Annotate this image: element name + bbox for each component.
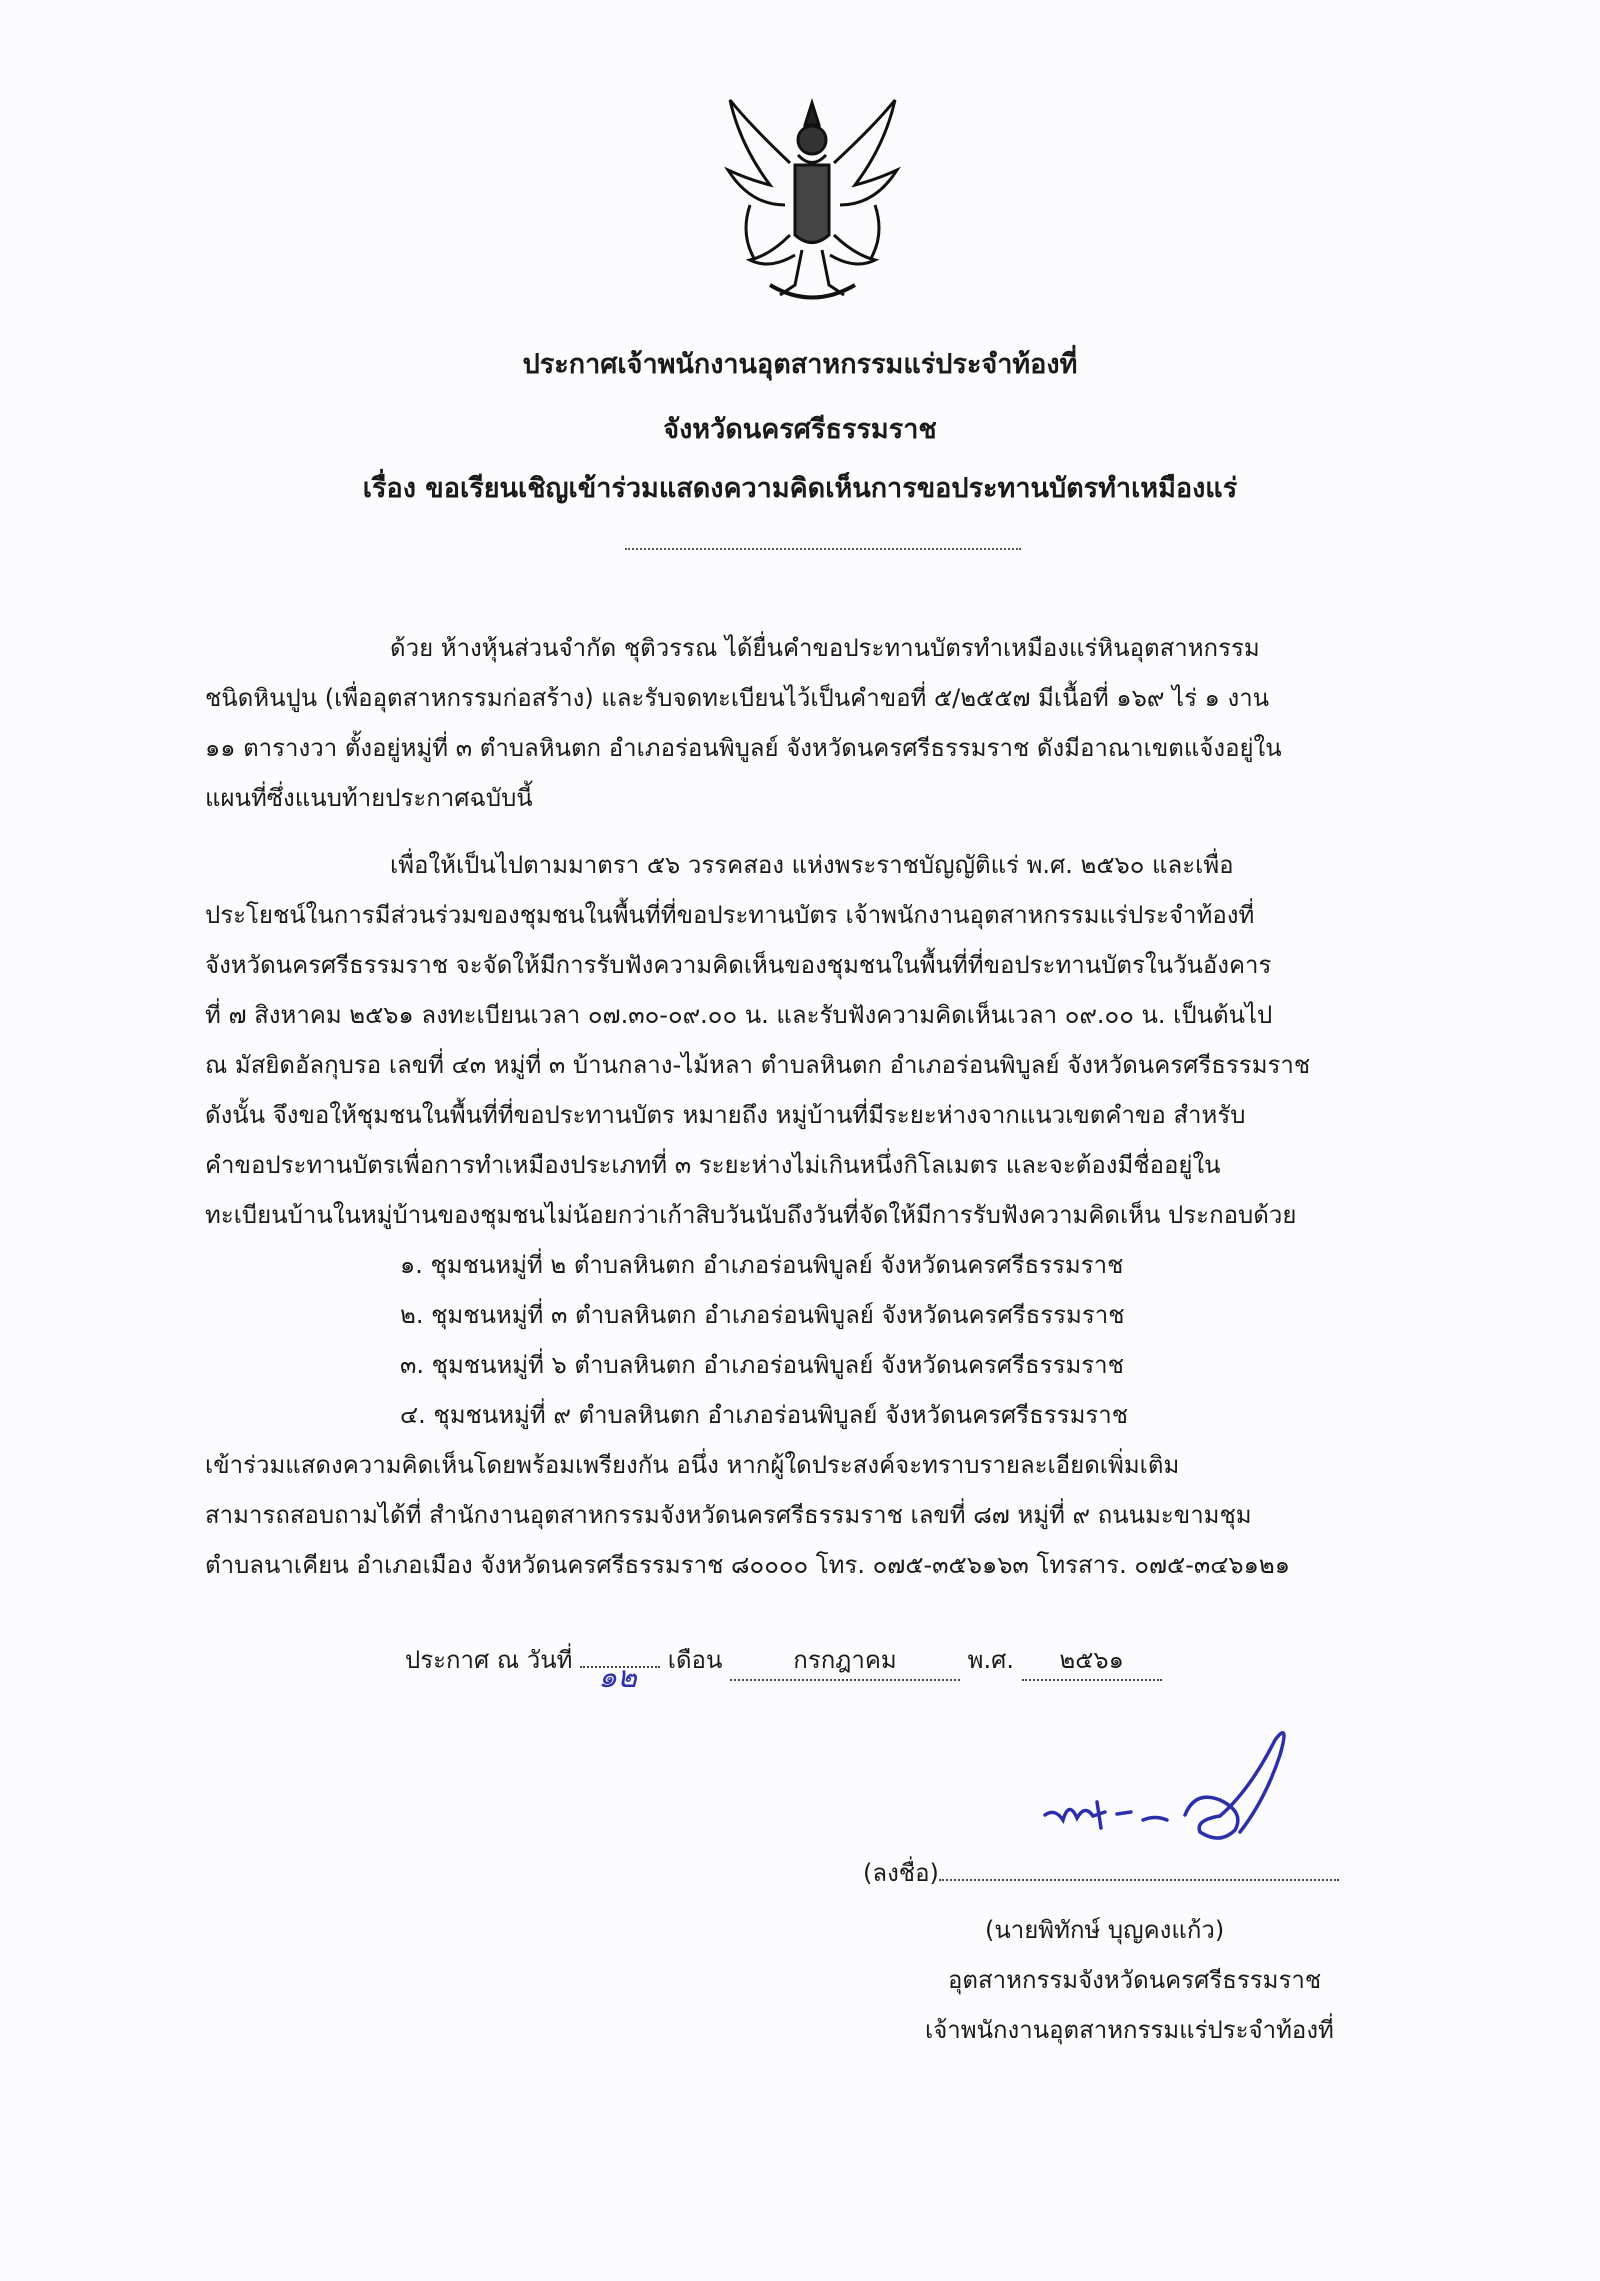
garuda-emblem-icon <box>710 85 915 310</box>
list-item: ๔. ชุมชนหมู่ที่ ๙ ตำบลหินตก อำเภอร่อนพิบูลย์ จังหวัดนครศรีธรรมราช <box>400 1401 1129 1429</box>
year-label: พ.ศ. <box>967 1646 1014 1674</box>
paragraph-line: ทะเบียนบ้านในหมู่บ้านของชุมชนไม่น้อยกว่าเก้าสิบวันนับถึงวันที่จัดให้มีการรับฟังความคิดเห็น ประกอบด้วย <box>205 1201 1297 1229</box>
province-title: จังหวัดนครศรีธรรมราช <box>663 414 937 445</box>
paragraph-line: เพื่อให้เป็นไปตามมาตรา ๕๖ วรรคสอง แห่งพระราชบัญญัติแร่ พ.ศ. ๒๕๖๐ และเพื่อ <box>390 851 1234 879</box>
list-item: ๑. ชุมชนหมู่ที่ ๒ ตำบลหินตก อำเภอร่อนพิบูลย์ จังหวัดนครศรีธรรมราช <box>400 1251 1124 1279</box>
paragraph-line: คำขอประทานบัตรเพื่อการทำเหมืองประเภทที่ ๓ ระยะห่างไม่เกินหนึ่งกิโลเมตร และจะต้องมีชื่ออยู่ใน <box>205 1151 1221 1179</box>
signatory-title: อุตสาหกรรมจังหวัดนครศรีธรรมราช <box>948 1966 1322 1994</box>
list-item: ๒. ชุมชนหมู่ที่ ๓ ตำบลหินตก อำเภอร่อนพิบูลย์ จังหวัดนครศรีธรรมราช <box>400 1301 1125 1329</box>
month-value: กรกฎาคม <box>793 1646 897 1674</box>
paragraph-line: ๑๑ ตารางวา ตั้งอยู่หมู่ที่ ๓ ตำบลหินตก อำเภอร่อนพิบูลย์ จังหวัดนครศรีธรรมราช ดังมีอาณาเขตแจ้งอยู่ใน <box>205 734 1282 762</box>
date-line <box>405 1640 1162 1695</box>
paragraph-line: ณ มัสยิดอัลกุบรอ เลขที่ ๔๓ หมู่ที่ ๓ บ้านกลาง-ไม้หลา ตำบลหินตก อำเภอร่อนพิบูลย์ จังหวัดนครศรีธรรมราช <box>205 1051 1311 1079</box>
month-label: เดือน <box>667 1646 723 1674</box>
paragraph-line: ชนิดหินปูน (เพื่ออุตสาหกรรมก่อสร้าง) และรับจดทะเบียนไว้เป็นคำขอที่ ๕/๒๕๕๗ มีเนื้อที่ ๑๖๙ ไร่ ๑ งาน <box>205 684 1270 712</box>
year-value: ๒๕๖๑ <box>1059 1646 1124 1674</box>
signature-label: (ลงชื่อ) <box>863 1859 939 1887</box>
day-field <box>580 1660 660 1695</box>
paragraph-line: ดังนั้น จึงขอให้ชุมชนในพื้นที่ที่ขอประทานบัตร หมายถึง หมู่บ้านที่มีระยะห่างจากแนวเขตคำขอ สำหรับ <box>205 1101 1246 1129</box>
year-field <box>1022 1640 1162 1681</box>
handwritten-day: ๑๒ <box>598 1660 637 1695</box>
paragraph-line: สามารถสอบถามได้ที่ สำนักงานอุตสาหกรรมจังหวัดนครศรีธรรมราช เลขที่ ๘๗ หมู่ที่ ๙ ถนนมะขามชุม <box>205 1501 1252 1529</box>
subject-title: เรื่อง ขอเรียนเชิญเข้าร่วมแสดงความคิดเห็นการขอประทานบัตรทำเหมืองแร่ <box>362 473 1238 504</box>
paragraph-line: จังหวัดนครศรีธรรมราช จะจัดให้มีการรับฟังความคิดเห็นของชุมชนในพื้นที่ที่ขอประทานบัตรในวันอังคาร <box>205 951 1272 979</box>
signatory-role: เจ้าพนักงานอุตสาหกรรมแร่ประจำท้องที่ <box>925 2016 1334 2044</box>
date-prefix: ประกาศ ณ วันที่ <box>405 1646 573 1674</box>
paragraph-line: แผนที่ซึ่งแนบท้ายประกาศฉบับนี้ <box>205 784 533 812</box>
title-divider <box>625 548 1021 550</box>
paragraph-line: ตำบลนาเคียน อำเภอเมือง จังหวัดนครศรีธรรมราช ๘๐๐๐๐ โทร. ๐๗๕-๓๕๖๑๖๓ โทรสาร. ๐๗๕-๓๔๖๑๒๑ <box>205 1551 1290 1579</box>
paragraph-line: ด้วย ห้างหุ้นส่วนจำกัด ชุติวรรณ ได้ยื่นคำขอประทานบัตรทำเหมืองแร่หินอุตสาหกรรม <box>390 634 1260 662</box>
announcement-title: ประกาศเจ้าพนักงานอุตสาหกรรมแร่ประจำท้องที่ <box>522 349 1078 380</box>
handwritten-signature <box>1035 1720 1305 1870</box>
list-item: ๓. ชุมชนหมู่ที่ ๖ ตำบลหินตก อำเภอร่อนพิบูลย์ จังหวัดนครศรีธรรมราช <box>400 1351 1124 1379</box>
month-field <box>730 1640 960 1681</box>
paragraph-line: ที่ ๗ สิงหาคม ๒๕๖๑ ลงทะเบียนเวลา ๐๗.๓๐-๐๙.๐๐ น. และรับฟังความคิดเห็นเวลา ๐๙.๐๐ น. เป็นต้นไป <box>205 1001 1273 1029</box>
signature-line <box>863 1853 1339 1892</box>
paragraph-line: ประโยชน์ในการมีส่วนร่วมของชุมชนในพื้นที่ที่ขอประทานบัตร เจ้าพนักงานอุตสาหกรรมแร่ประจำท้องที่ <box>205 901 1255 929</box>
signatory-name: (นายพิทักษ์ บุญคงแก้ว) <box>985 1916 1225 1944</box>
paragraph-line: เข้าร่วมแสดงความคิดเห็นโดยพร้อมเพรียงกัน อนึ่ง หากผู้ใดประสงค์จะทราบรายละเอียดเพิ่มเติม <box>205 1451 1180 1479</box>
